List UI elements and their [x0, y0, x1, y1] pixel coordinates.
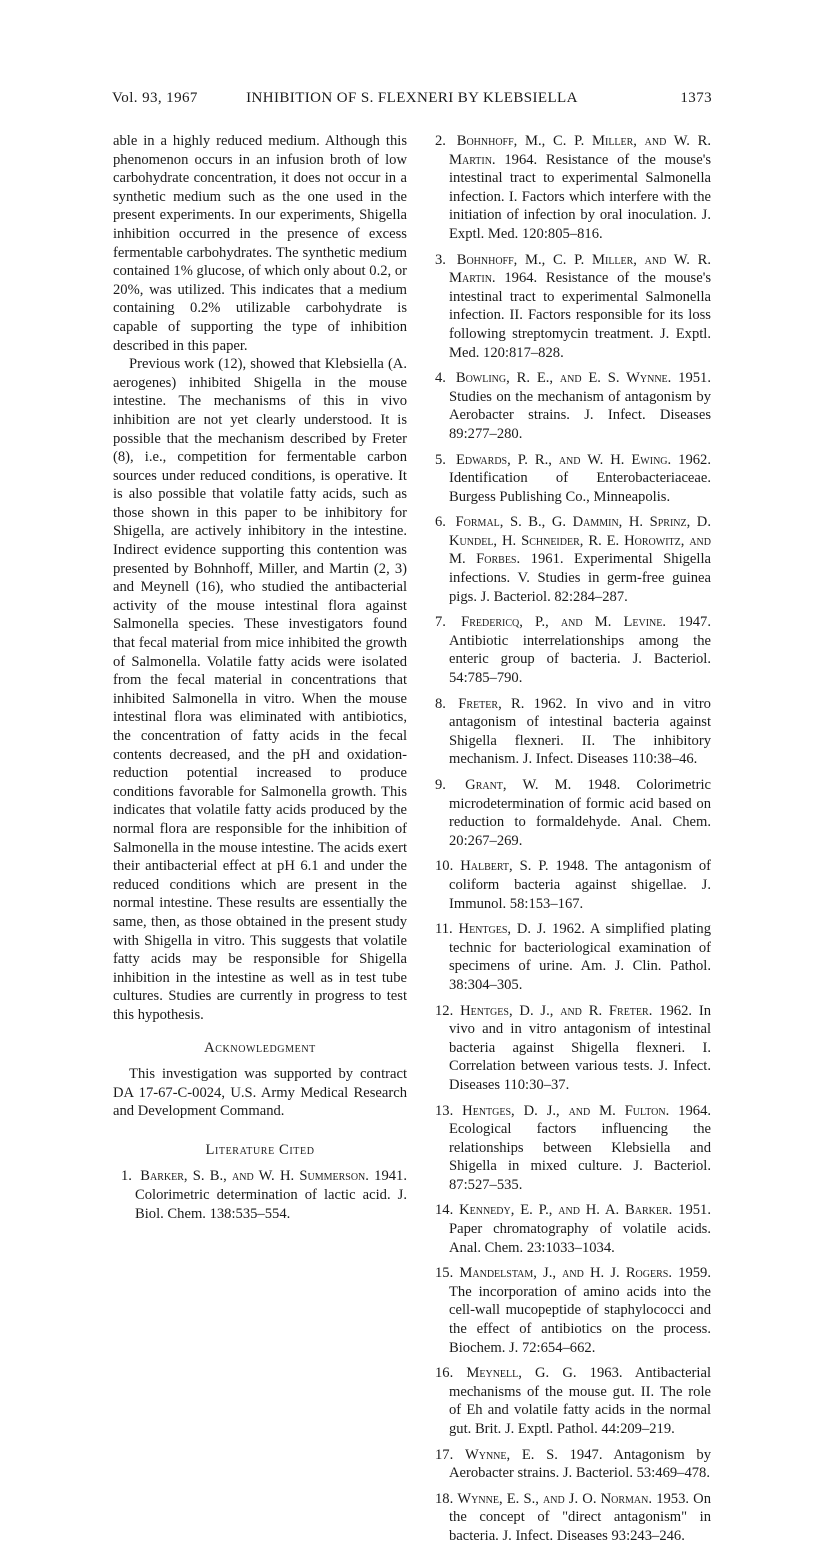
body-paragraph-1: able in a highly reduced medium. Although this phenomenon occurs in an infusion broth of low carbohydrate concentration, it does not occur in a synthetic medium such as the one used in the present experiments. In our experiments, Shigella inhibition occurred in the presence of excess fermentable carbohydrates. The synthetic medium contained 1% glucose, of which only about 0.2, or 20%, was utilized. This indicates that a medium containing 0.2% utilizable carbohydrate is capable of supporting the type of inhibition described in this paper. [113, 133, 407, 354]
right-column [427, 132, 711, 1553]
body-paragraph-2: Previous work (12), showed that Klebsiella (A. aerogenes) inhibited Shigella in the mouse intestine. The mechanisms of this in vivo inhibition are not yet clearly understood. It is possible that the mechanism described by Freter (8), i.e., competition for fermentable carbon sources under reduced conditions, is operative. It is also possible that volatile fatty acids, such as those shown in this paper to be inhibitory for Shigella, are actively inhibitory in the intestine. Indirect evidence supporting this contention was presented by Bohnhoff, Miller, and Martin (2, 3) and Meynell (16), who studied the antibacterial activity of the mouse intestinal flora against Salmonella species. These investigators found that fecal material from mice inhibited the growth of Salmonella. Volatile fatty acids were isolated from the fecal material in concentrations that inhibited Salmonella in vitro. When the mouse intestinal flora was eliminated with antibiotics, the concentration of fatty acids in the fecal contents decreased, and the pH and oxidation-reduction potential increased to produce conditions favorable for Salmonella growth. This indicates that volatile fatty acids produced by the normal flora are responsible for the inhibition of Salmonella in the mouse intestine. The acids exert their antibacterial effect at pH 6.1 and under the reduced conditions which are present in the normal intestine. These results are essentially the same, then, as those obtained in the present study with Shigella in vitro. This suggests that volatile fatty acids may be responsible for Shigella inhibition in the intestine as well as in test tube cultures. Studies are currently in progress to test this hypothesis. [113, 356, 407, 1023]
running-title: INHIBITION OF S. FLEXNERI BY KLEBSIELLA [246, 90, 578, 106]
running-header [112, 90, 712, 112]
reference-list-left [113, 1167, 407, 1223]
reference-list-right [427, 132, 711, 1546]
literature-cited-heading: Literature Cited [205, 1141, 315, 1158]
page-number: 1373 [680, 90, 712, 106]
reference-item: 4. Bowling, R. E., and E. S. Wynne. 1951. Studies on the mechanism of antagonism by Aerobacter strains. J. Infect. Diseases 89:277–280. [435, 370, 711, 442]
acknowledgment-heading: Acknowledgment [204, 1039, 316, 1056]
reference-item: 7. Fredericq, P., and M. Levine. 1947. Antibiotic interrelationships among the enteric group of bacteria. J. Bacteriol. 54:785–790. [435, 614, 711, 687]
reference-item: 5. Edwards, P. R., and W. H. Ewing. 1962. Identification of Enterobacteriaceae. Burgess Publishing Co., Minneapolis. [435, 451, 711, 505]
volume-label: Vol. 93, 1967 [112, 90, 198, 106]
reference-item: 1. Barker, S. B., and W. H. Summerson. 1941. Colorimetric determination of lactic acid. J. Biol. Chem. 138:535–554. [121, 1168, 407, 1222]
left-column [113, 132, 407, 1230]
reference-item: 8. Freter, R. 1962. In vivo and in vitro antagonism of intestinal bacteria against Shigella flexneri. II. The inhibitory mechanism. J. Infect. Diseases 110:38–46. [435, 695, 711, 768]
reference-item: 10. Halbert, S. P. 1948. The antagonism of coliform bacteria against shigellae. J. Immunol. 58:153–167. [435, 858, 711, 912]
reference-item: 17. Wynne, E. S. 1947. Antagonism by Aerobacter strains. J. Bacteriol. 53:469–478. [435, 1446, 712, 1482]
reference-item: 16. Meynell, G. G. 1963. Antibacterial mechanisms of the mouse gut. II. The role of Eh and volatile fatty acids in the normal gut. Brit. J. Exptl. Pathol. 44:209–219. [435, 1365, 712, 1437]
reference-item: 15. Mandelstam, J., and H. J. Rogers. 1959. The incorporation of amino acids into the cell-wall mucopeptide of staphylococci and the effect of antibiotics on the process. Biochem. J. 72:654–662. [435, 1265, 711, 1356]
reference-item: 11. Hentges, D. J. 1962. A simplified plating technic for bacteriological examination of specimens of urine. Am. J. Clin. Pathol. 38:304–305. [435, 921, 711, 993]
reference-item: 3. Bohnhoff, M., C. P. Miller, and W. R. Martin. 1964. Resistance of the mouse's intestinal tract to experimental Salmonella infection. II. Factors responsible for its loss following streptomycin treatment. J. Exptl. Med. 120:817–828. [435, 251, 712, 361]
reference-item: 6. Formal, S. B., G. Dammin, H. Sprinz, D. Kundel, H. Schneider, R. E. Horowitz, and M. Forbes. 1961. Experimental Shigella infections. V. Studies in germ-free guinea pigs. J. Bacteriol. 82:284–287. [435, 514, 711, 605]
reference-item: 18. Wynne, E. S., and J. O. Norman. 1953. On the concept of "direct antagonism" in bacteria. J. Infect. Diseases 93:243–246. [435, 1490, 712, 1544]
reference-item: 12. Hentges, D. J., and R. Freter. 1962. In vivo and in vitro antagonism of intestinal bacteria against Shigella flexneri. I. Correlation between various tests. J. Infect. Diseases 110:30–37. [435, 1002, 711, 1093]
reference-item: 14. Kennedy, E. P., and H. A. Barker. 1951. Paper chromatography of volatile acids. Anal. Chem. 23:1033–1034. [435, 1202, 711, 1256]
acknowledgment-text: This investigation was supported by contract DA 17-67-C-0024, U.S. Army Medical Research and Development Command. [113, 1066, 407, 1120]
reference-item: 13. Hentges, D. J., and M. Fulton. 1964. Ecological factors influencing the relationships between Klebsiella and Shigella in mixed culture. J. Bacteriol. 87:527–535. [435, 1102, 712, 1193]
reference-item: 2. Bohnhoff, M., C. P. Miller, and W. R. Martin. 1964. Resistance of the mouse's intestinal tract to experimental Salmonella infection. I. Factors which interfere with the initiation of infection by oral inoculation. J. Exptl. Med. 120:805–816. [435, 133, 712, 242]
reference-item: 9. Grant, W. M. 1948. Colorimetric microdetermination of formic acid based on reduction to formaldehyde. Anal. Chem. 20:267–269. [435, 777, 712, 849]
